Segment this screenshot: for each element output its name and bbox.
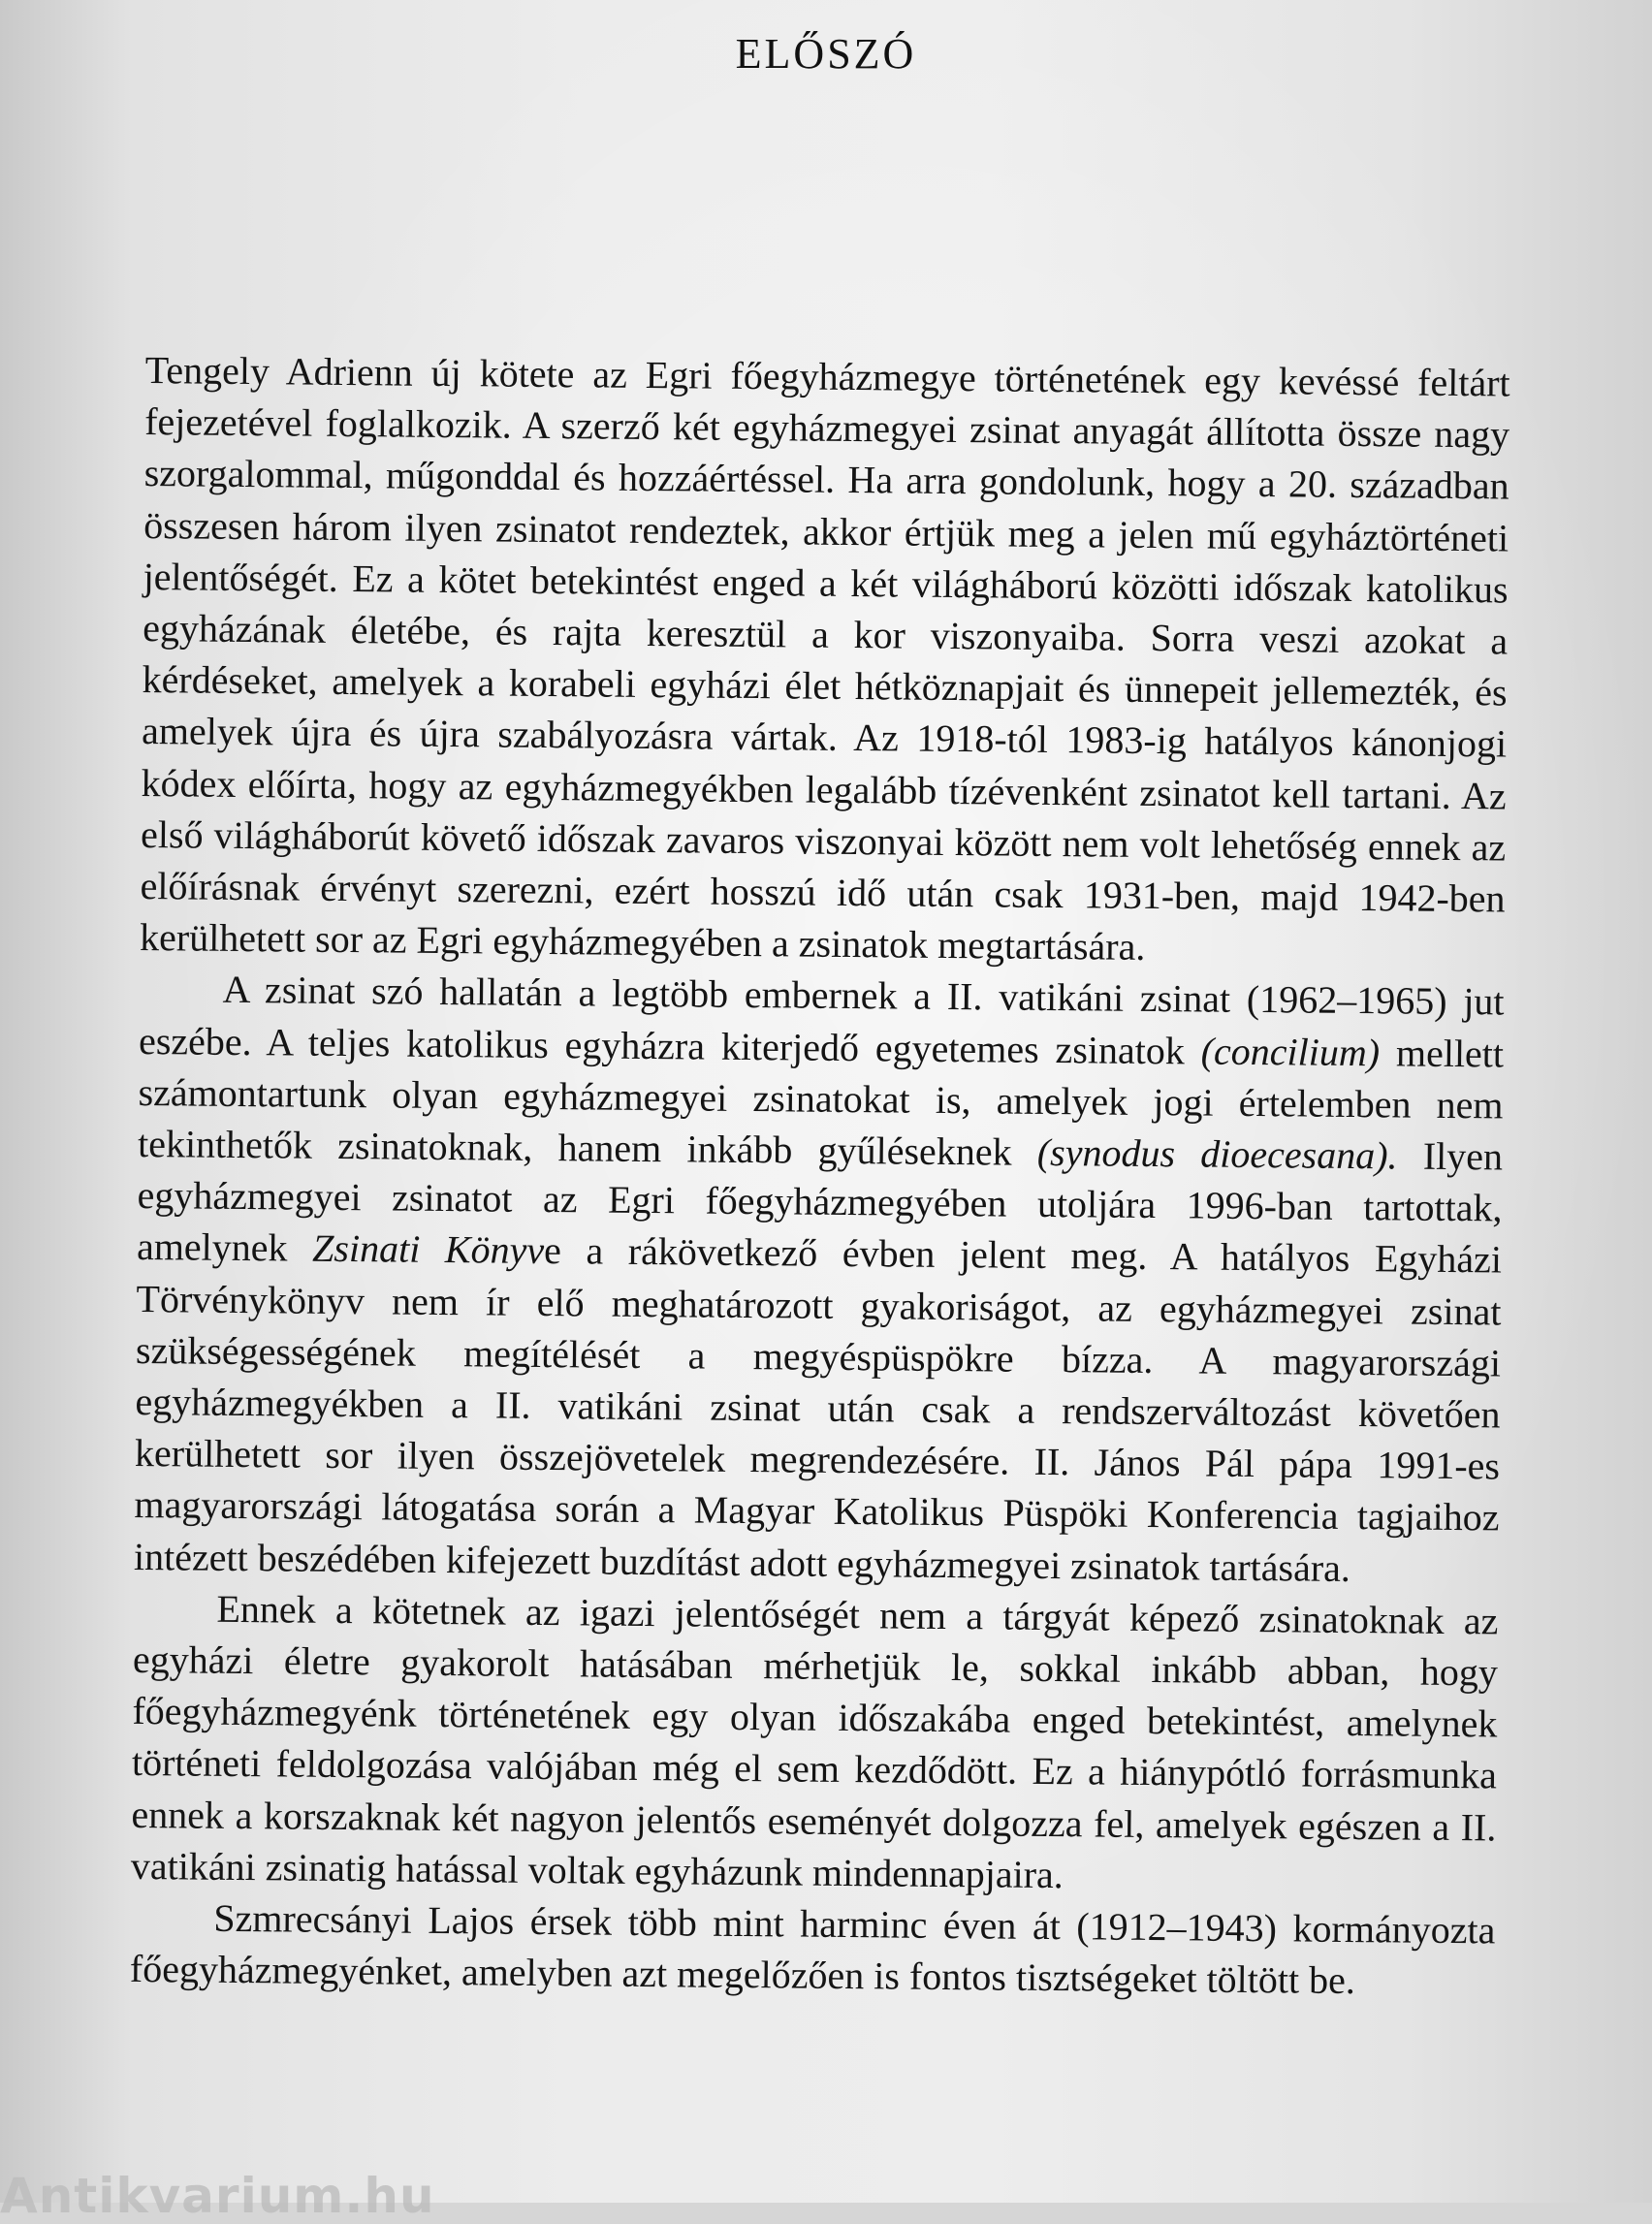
text-run: Tengely Adrienn új kötete az Egri főegyházmegye történetének egy kevéssé feltárt fejezetével foglalkozik. A szerző két egyházmegyei zsinat anyagát állította össze nagy szorgalommal, műgonddal és hozzáértéssel. Ha arra gondolunk, hogy a 20. században összesen három ilyen zsinatot rendeztek, akkor értjük meg a jelen mű egyháztörténeti jelentőségét. Ez a kötet betekintést enged a két világháború közötti időszak katolikus egyházának életébe, és rajta keresztül a kor viszonyaiba. Sorra veszi azokat a kérdéseket, amelyek a korabeli egyházi élet hétköznapjait és ünnepeit jellemezték, és amelyek újra és újra szabályozásra vártak. Az 1918-tól 1983-ig hatályos kánonjogi kódex előírta, hogy az egyházmegyékben legalább tízévenként zsinatot kell tartani. Az első világháborút követő időszak zavaros viszonyai között nem volt lehetőség ennek az előírásnak érvényt szerezni, ezért hosszú idő után csak 1931-ben, majd 1942-ben kerülhetett sor az Egri egyházmegyében a zsinatok megtartására. — [139, 347, 1510, 969]
text-run: A zsinat szó hallatán a legtöbb embernek a II. vatikáni zsinat (1962–1965) jut eszébe. A teljes katolikus egyházra kiterjedő egyetemes zsinatok — [138, 968, 1505, 1073]
text-run: e a rákövetkező évben jelent meg. A hatályos Egyházi Törvénykönyv nem ír elő meghatározott gyakoriságot, az egyházmegyei zsinat szükségességének megítélését a megyéspüspökre bízza. A magyarországi egyházmegyékben a II. vatikáni zsinat után csak a rendszerváltozást követően kerülhetett sor ilyen összejövetelek megrendezésére. II. János Pál pápa 1991-es magyarországi látogatása során a Magyar Katolikus Püspöki Konferencia tagjaihoz intézett beszédében kifejezett buzdítást adott egyházmegyei zsinatok tartására. — [133, 1228, 1503, 1590]
paragraph — [130, 1891, 1496, 2008]
text-run: Szmrecsányi Lajos érsek több mint harminc éven át (1912–1943) kormányozta főegyházmegyénket, amelyben azt megelőzően is fontos tisztségeket töltött be. — [129, 1895, 1496, 2003]
paragraph — [134, 963, 1505, 1595]
paragraph — [131, 1582, 1499, 1905]
page-title: ELŐSZÓ — [735, 30, 917, 78]
paragraph — [140, 344, 1510, 976]
italic-term: (concilium) — [1200, 1029, 1381, 1074]
watermark: Antikvarium.hu — [0, 2168, 435, 2224]
text-run: Ennek a kötetnek az igazi jelentőségét nem a tárgyát képező zsinatoknak az egyházi életre gyakorolt hatásában mérhetjük le, sokkal inkább abban, hogy főegyházmegyénk történetének egy olyan időszakába enged betekintést, amelynek történeti feldolgozása valójában még el sem kezdődött. Ez a hiánypótló forrásmunka ennek a korszaknak két nagyon jelentős eseményét dolgozza fel, amelyek egészen a II. vatikáni zsinatig hatással voltak egyházunk mindennapjaira. — [130, 1586, 1499, 1897]
body-text — [130, 344, 1510, 2008]
italic-term: Zsinati Könyv — [311, 1226, 545, 1273]
text-run: Ilyen egyházmegyei zsinatot az Egri főegyházmegyében utoljára 1996-ban tartottak, amelynek — [136, 1133, 1504, 1271]
italic-term: (synodus dioecesana). — [1036, 1129, 1398, 1178]
text-run: mellett számontartunk olyan egyházmegyei zsinatokat is, amelyek jogi értelemben nem tekinthetők zsinatoknak, hanem inkább gyűléseknek — [137, 1030, 1505, 1174]
